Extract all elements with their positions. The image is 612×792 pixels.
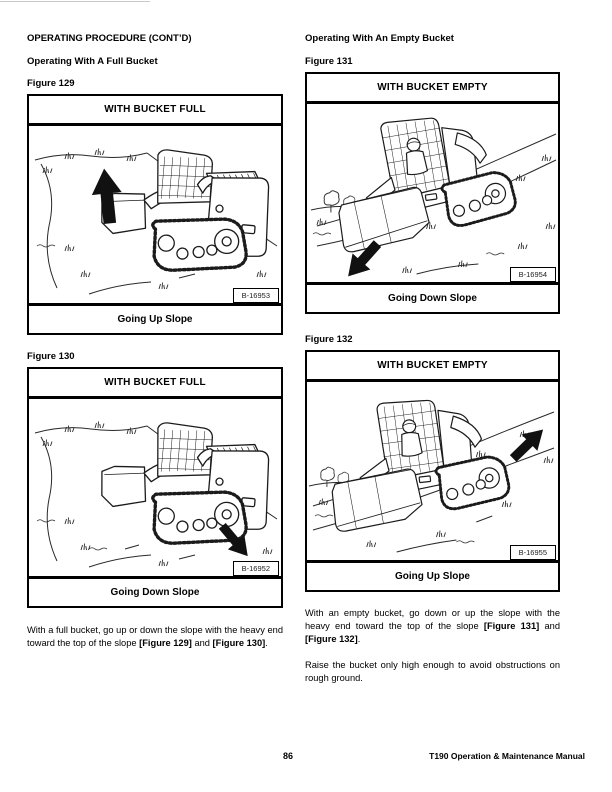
track-loader-front-view — [327, 106, 519, 253]
track-loader-rear-view — [96, 418, 274, 552]
subsection-heading-empty-bucket: Operating With An Empty Bucket — [305, 33, 454, 44]
figure-131-caption: Going Down Slope — [388, 293, 477, 304]
figure-131-title: WITH BUCKET EMPTY — [307, 74, 558, 104]
figure-131-reference: [Figure 131] — [483, 621, 540, 631]
raise-bucket-paragraph: Raise the bucket only high enough to avoid obstructions on rough ground. — [305, 660, 560, 683]
figure-131-label: Figure 131 — [305, 56, 353, 67]
figure-129-photo-id: B-16953 — [233, 288, 279, 303]
going-down-slope-drawing — [307, 104, 558, 282]
paragraph-text: . — [265, 638, 268, 648]
figure-132-box — [305, 350, 560, 592]
track-loader-front-view — [324, 391, 512, 532]
going-up-slope-drawing — [307, 382, 558, 560]
figure-129-title: WITH BUCKET FULL — [29, 96, 281, 126]
figure-130-caption: Going Down Slope — [110, 587, 200, 598]
empty-bucket-paragraph — [305, 607, 560, 646]
figure-132-title: WITH BUCKET EMPTY — [307, 352, 558, 382]
subsection-heading-full-bucket: Operating With A Full Bucket — [27, 56, 158, 67]
figure-130-label: Figure 130 — [27, 351, 75, 362]
paragraph-text: With an empty bucket, go down or up the slope with the heavy end toward the top of the slope — [305, 608, 560, 631]
figure-130-reference: [Figure 130] — [212, 638, 266, 648]
figure-129-box — [27, 94, 283, 335]
right-column — [305, 33, 560, 698]
left-column — [27, 33, 283, 663]
full-bucket-paragraph — [27, 624, 283, 650]
figure-130-box — [27, 367, 283, 608]
track-loader-rear-view — [96, 145, 274, 279]
paragraph-text: . — [357, 634, 361, 644]
figure-132-caption: Going Up Slope — [395, 571, 470, 582]
figure-129-illustration — [29, 126, 281, 306]
figure-132-label: Figure 132 — [305, 334, 353, 345]
figure-129-reference: [Figure 129] — [139, 638, 192, 648]
figure-129-label: Figure 129 — [27, 78, 75, 89]
figure-130-illustration — [29, 399, 281, 579]
figure-129-caption: Going Up Slope — [117, 314, 193, 325]
page-number: 86 — [282, 751, 293, 761]
paragraph-text: and — [539, 621, 560, 631]
going-down-slope-drawing — [29, 399, 281, 576]
page-footer — [0, 751, 612, 765]
figure-130-title: WITH BUCKET FULL — [29, 369, 281, 399]
paragraph-text: and — [191, 638, 213, 648]
figure-131-photo-id: B-16954 — [510, 267, 556, 282]
section-heading: OPERATING PROCEDURE (CONT’D) — [27, 33, 192, 44]
figure-132-reference: [Figure 132] — [305, 634, 358, 644]
manual-title: T190 Operation & Maintenance Manual — [429, 751, 585, 761]
going-up-slope-drawing — [29, 126, 281, 303]
figure-132-illustration — [307, 382, 558, 563]
scan-artifact-line — [0, 1, 150, 2]
figure-131-box — [305, 72, 560, 314]
figure-130-photo-id: B-16952 — [233, 561, 279, 576]
figure-132-photo-id: B-16955 — [510, 545, 556, 560]
figure-131-illustration — [307, 104, 558, 285]
paragraph-text: With a full bucket, go up or down the slope with the heavy end toward the top of the slope — [27, 625, 283, 648]
